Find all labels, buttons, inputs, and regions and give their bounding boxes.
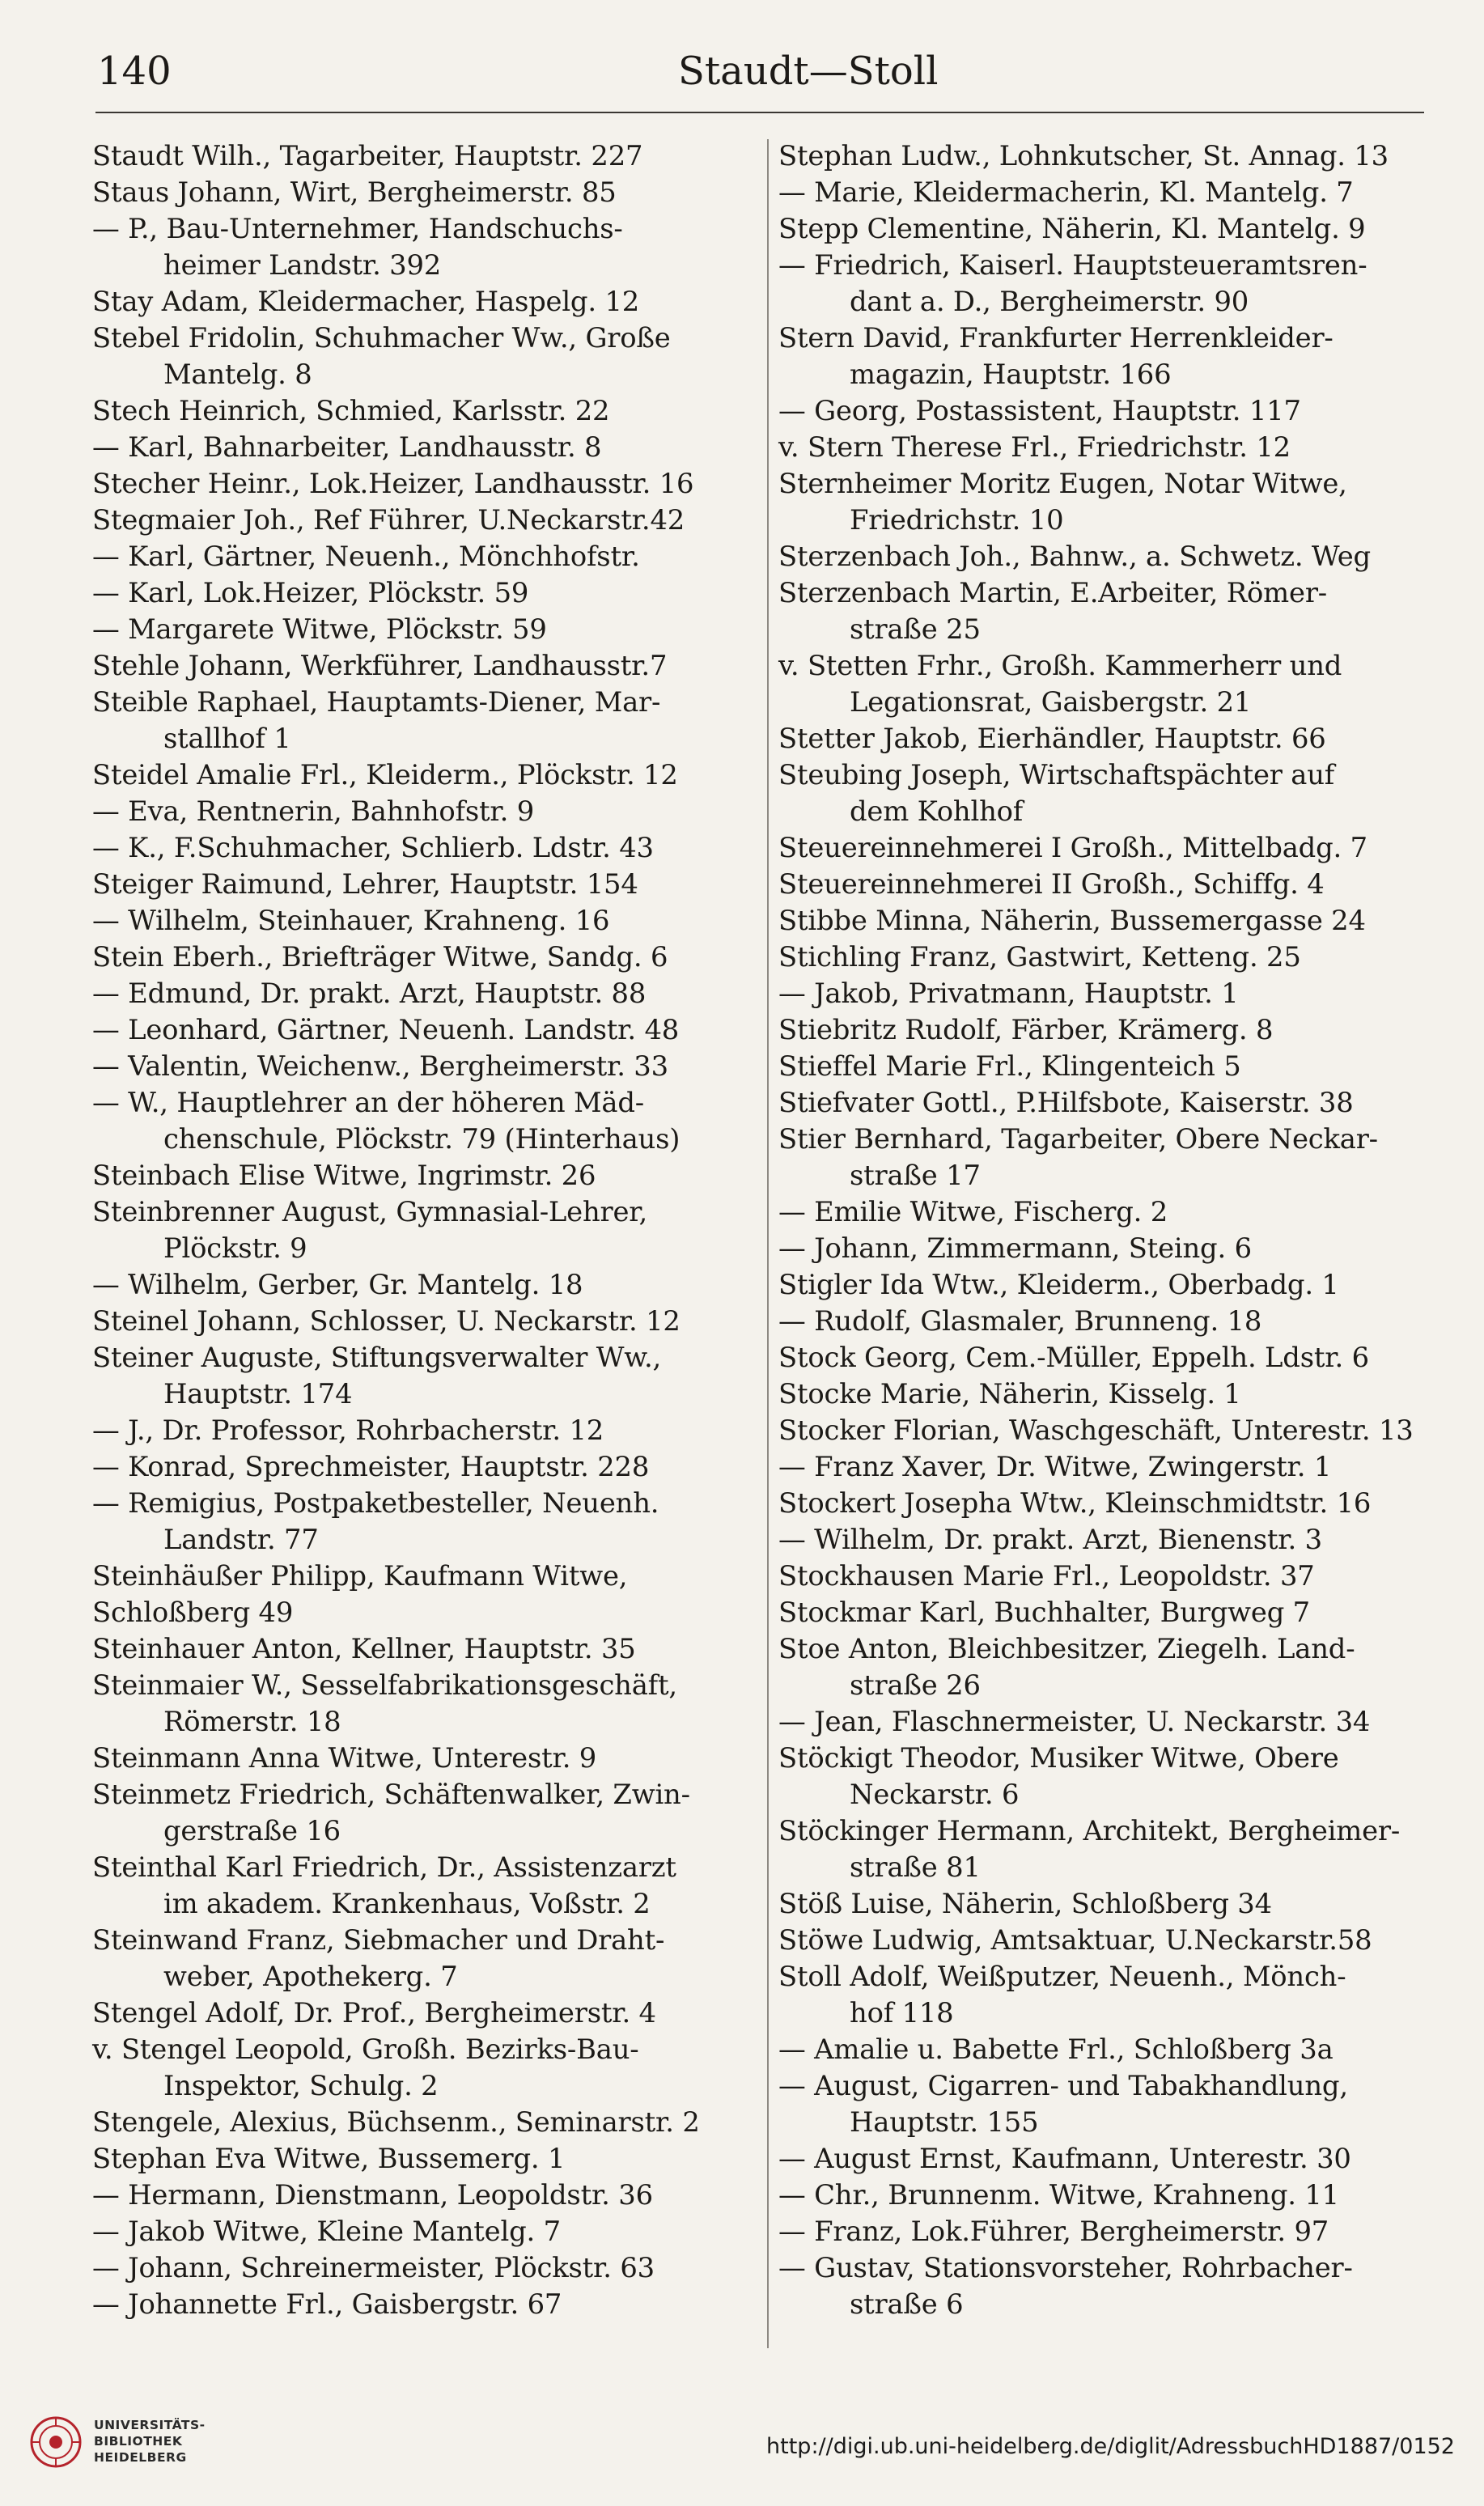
directory-entry-line: Stengel Adolf, Dr. Prof., Bergheimerstr. 4 <box>92 1997 656 2029</box>
directory-entry-line: Stocker Florian, Waschgeschäft, Unterestr. 13 <box>778 1414 1414 1446</box>
directory-entry-line: — J., Dr. Professor, Rohrbacherstr. 12 <box>92 1414 604 1446</box>
directory-entry-line: Landstr. 77 <box>163 1524 319 1555</box>
directory-entry-line: Stier Bernhard, Tagarbeiter, Obere Neckar- <box>778 1123 1378 1155</box>
directory-entry-line: — Valentin, Weichenw., Bergheimerstr. 33 <box>92 1050 668 1082</box>
library-name-line: HEIDELBERG <box>94 2450 187 2465</box>
directory-entry-line: — Margarete Witwe, Plöckstr. 59 <box>92 613 547 645</box>
directory-entry-line: Stetter Jakob, Eierhändler, Hauptstr. 66 <box>778 723 1326 754</box>
directory-entry-line: straße 17 <box>850 1160 981 1191</box>
directory-entry-line: v. Stetten Frhr., Großh. Kammerherr und <box>778 650 1342 681</box>
directory-entry-line: Stepp Clementine, Näherin, Kl. Mantelg. 9 <box>778 213 1366 244</box>
directory-entry-line: Stech Heinrich, Schmied, Karlsstr. 22 <box>92 395 610 426</box>
directory-entry-line: Steubing Joseph, Wirtschaftspächter auf <box>778 759 1335 791</box>
library-name-line: UNIVERSITÄTS- <box>94 2418 206 2432</box>
directory-entry-line: — August Ernst, Kaufmann, Unterestr. 30 <box>778 2143 1351 2174</box>
source-url-link[interactable]: http://digi.ub.uni-heidelberg.de/diglit/AdressbuchHD1887/0152 <box>766 2434 1455 2459</box>
directory-entry-line: — W., Hauptlehrer an der höheren Mäd- <box>92 1087 644 1118</box>
directory-entry-line: — Jean, Flaschnermeister, U. Neckarstr. 34 <box>778 1706 1371 1737</box>
directory-entry-line: Stieffel Marie Frl., Klingenteich 5 <box>778 1050 1241 1082</box>
directory-entry-line: gerstraße 16 <box>163 1815 341 1847</box>
directory-entry-line: Stiefvater Gottl., P.Hilfsbote, Kaiserstr. 38 <box>778 1087 1354 1118</box>
directory-entry-line: chenschule, Plöckstr. 79 (Hinterhaus) <box>163 1123 681 1155</box>
directory-entry-line: v. Stengel Leopold, Großh. Bezirks-Bau- <box>92 2033 639 2065</box>
directory-entry-line: — Chr., Brunnenm. Witwe, Krahneng. 11 <box>778 2179 1339 2211</box>
directory-entry-line: Steinwand Franz, Siebmacher und Draht- <box>92 1924 665 1956</box>
directory-entry-line: Stigler Ida Wtw., Kleiderm., Oberbadg. 1 <box>778 1269 1339 1300</box>
directory-entry-line: — Johannette Frl., Gaisbergstr. 67 <box>92 2288 562 2320</box>
directory-entry-line: — Wilhelm, Gerber, Gr. Mantelg. 18 <box>92 1269 583 1300</box>
directory-entry-line: Stöwe Ludwig, Amtsaktuar, U.Neckarstr.58 <box>778 1924 1372 1956</box>
directory-entry-line: — Rudolf, Glasmaler, Brunneng. 18 <box>778 1305 1262 1337</box>
library-name-line: BIBLIOTHEK <box>94 2434 183 2449</box>
directory-entry-line: Stiebritz Rudolf, Färber, Krämerg. 8 <box>778 1014 1274 1045</box>
directory-entry-line: Steinmaier W., Sesselfabrikationsgeschäft, <box>92 1669 677 1701</box>
directory-entry-line: Stehle Johann, Werkführer, Landhausstr.7 <box>92 650 668 681</box>
directory-entry-line: Stocke Marie, Näherin, Kisselg. 1 <box>778 1378 1241 1410</box>
directory-entry-line: stallhof 1 <box>163 723 291 754</box>
directory-entry-line: Hauptstr. 174 <box>163 1378 353 1410</box>
directory-entry-line: Steidel Amalie Frl., Kleiderm., Plöckstr. 12 <box>92 759 678 791</box>
directory-entry-line: straße 25 <box>850 613 981 645</box>
directory-entry-line: — Marie, Kleidermacherin, Kl. Mantelg. 7 <box>778 176 1354 208</box>
directory-entry-line: Römerstr. 18 <box>163 1706 341 1737</box>
directory-entry-line: — Karl, Bahnarbeiter, Landhausstr. 8 <box>92 431 602 463</box>
directory-entry-line: Sterzenbach Martin, E.Arbeiter, Römer- <box>778 577 1327 608</box>
directory-entry-line: — Jakob Witwe, Kleine Mantelg. 7 <box>92 2216 561 2247</box>
directory-entry-line: — Eva, Rentnerin, Bahnhofstr. 9 <box>92 795 535 827</box>
directory-entry-line: Stengele, Alexius, Büchsenm., Seminarstr. 2 <box>92 2106 700 2138</box>
directory-entry-line: magazin, Hauptstr. 166 <box>850 358 1172 390</box>
directory-entry-line: Stay Adam, Kleidermacher, Haspelg. 12 <box>92 286 640 317</box>
directory-entry-line: Steinhäußer Philipp, Kaufmann Witwe, <box>92 1560 628 1592</box>
directory-entry-line: Schloßberg 49 <box>92 1596 294 1628</box>
directory-entry-line: Stock Georg, Cem.-Müller, Eppelh. Ldstr. 6 <box>778 1342 1369 1373</box>
directory-entry-line: Steinmann Anna Witwe, Unterestr. 9 <box>92 1742 597 1774</box>
directory-entry-line: — Johann, Schreinermeister, Plöckstr. 63 <box>92 2252 655 2283</box>
directory-entry-line: hof 118 <box>850 1997 954 2029</box>
directory-entry-line: — Karl, Lok.Heizer, Plöckstr. 59 <box>92 577 529 608</box>
column-divider <box>767 139 769 2348</box>
directory-entry-line: heimer Landstr. 392 <box>163 249 442 281</box>
directory-entry-line: dant a. D., Bergheimerstr. 90 <box>850 286 1249 317</box>
directory-entry-line: Inspektor, Schulg. 2 <box>163 2070 439 2101</box>
directory-entry-line: — Georg, Postassistent, Hauptstr. 117 <box>778 395 1301 426</box>
directory-entry-line: — Franz Xaver, Dr. Witwe, Zwingerstr. 1 <box>778 1451 1332 1482</box>
directory-entry-line: Plöckstr. 9 <box>163 1232 307 1264</box>
directory-entry-line: — Jakob, Privatmann, Hauptstr. 1 <box>778 977 1239 1009</box>
directory-entry-line: Steinthal Karl Friedrich, Dr., Assistenzarzt <box>92 1851 676 1883</box>
directory-entry-line: Stockert Josepha Wtw., Kleinschmidtstr. 16 <box>778 1487 1372 1519</box>
directory-entry-line: Mantelg. 8 <box>163 358 312 390</box>
directory-entry-line: Stephan Ludw., Lohnkutscher, St. Annag. 13 <box>778 140 1389 172</box>
directory-entry-line: straße 6 <box>850 2288 964 2320</box>
directory-entry-line: Staus Johann, Wirt, Bergheimerstr. 85 <box>92 176 617 208</box>
directory-entry-line: — P., Bau-Unternehmer, Handschuchs- <box>92 213 623 244</box>
directory-entry-line: Steuereinnehmerei II Großh., Schiffg. 4 <box>778 868 1325 900</box>
directory-entry-line: Stecher Heinr., Lok.Heizer, Landhausstr. 16 <box>92 468 694 499</box>
directory-entry-line: Stichling Franz, Gastwirt, Ketteng. 25 <box>778 941 1301 973</box>
directory-entry-line: — Amalie u. Babette Frl., Schloßberg 3a <box>778 2033 1333 2065</box>
directory-entry-line: — Remigius, Postpaketbesteller, Neuenh. <box>92 1487 659 1519</box>
directory-entry-line: Stöckigt Theodor, Musiker Witwe, Obere <box>778 1742 1339 1774</box>
directory-entry-line: Stebel Fridolin, Schuhmacher Ww., Große <box>92 322 671 354</box>
directory-entry-line: — Karl, Gärtner, Neuenh., Mönchhofstr. <box>92 541 640 572</box>
directory-entry-line: — Wilhelm, Dr. prakt. Arzt, Bienenstr. 3 <box>778 1524 1322 1555</box>
directory-entry-line: Stein Eberh., Briefträger Witwe, Sandg. 6 <box>92 941 668 973</box>
directory-entry-line: Legationsrat, Gaisbergstr. 21 <box>850 686 1252 718</box>
directory-entry-line: — Konrad, Sprechmeister, Hauptstr. 228 <box>92 1451 650 1482</box>
directory-entry-line: Neckarstr. 6 <box>850 1779 1020 1810</box>
right-column <box>778 138 1414 2322</box>
directory-entry-line: Steinel Johann, Schlosser, U. Neckarstr. 12 <box>92 1305 681 1337</box>
directory-entry-line: — August, Cigarren- und Tabakhandlung, <box>778 2070 1348 2101</box>
directory-entry-line: Stern David, Frankfurter Herrenkleider- <box>778 322 1333 354</box>
directory-entry-line: Stöß Luise, Näherin, Schloßberg 34 <box>778 1888 1272 1919</box>
directory-entry-line: Stegmaier Joh., Ref Führer, U.Neckarstr.42 <box>92 504 685 536</box>
library-seal-icon <box>29 2415 83 2469</box>
library-name <box>94 2417 206 2466</box>
directory-entry-line: weber, Apothekerg. 7 <box>163 1961 458 1992</box>
directory-entry-line: — Hermann, Dienstmann, Leopoldstr. 36 <box>92 2179 653 2211</box>
directory-entry-line: — Johann, Zimmermann, Steing. 6 <box>778 1232 1252 1264</box>
directory-entry-line: — K., F.Schuhmacher, Schlierb. Ldstr. 43 <box>92 832 654 863</box>
directory-entry-line: Stockmar Karl, Buchhalter, Burgweg 7 <box>778 1596 1310 1628</box>
directory-entry-line: Hauptstr. 155 <box>850 2106 1039 2138</box>
directory-entry-line: dem Kohlhof <box>850 795 1024 827</box>
directory-entry-line: — Edmund, Dr. prakt. Arzt, Hauptstr. 88 <box>92 977 647 1009</box>
directory-entry-line: Steinmetz Friedrich, Schäftenwalker, Zwin- <box>92 1779 690 1810</box>
directory-entry-line: Friedrichstr. 10 <box>850 504 1064 536</box>
directory-entry-line: Sterzenbach Joh., Bahnw., a. Schwetz. Weg <box>778 541 1371 572</box>
directory-entry-line: — Gustav, Stationsvorsteher, Rohrbacher- <box>778 2252 1353 2283</box>
library-logo <box>29 2407 272 2480</box>
directory-entry-line: Stockhausen Marie Frl., Leopoldstr. 37 <box>778 1560 1315 1592</box>
directory-entry-line: Stoe Anton, Bleichbesitzer, Ziegelh. Land- <box>778 1633 1355 1664</box>
directory-entry-line: Steinbrenner August, Gymnasial-Lehrer, <box>92 1196 648 1228</box>
directory-entry-line: Sternheimer Moritz Eugen, Notar Witwe, <box>778 468 1347 499</box>
directory-entry-line: im akadem. Krankenhaus, Voßstr. 2 <box>163 1888 651 1919</box>
directory-entry-line: Steuereinnehmerei I Großh., Mittelbadg. 7 <box>778 832 1367 863</box>
header-rule <box>95 112 1424 113</box>
directory-entry-line: Stibbe Minna, Näherin, Bussemergasse 24 <box>778 905 1366 936</box>
directory-entry-line: Staudt Wilh., Tagarbeiter, Hauptstr. 227 <box>92 140 643 172</box>
left-column <box>92 138 715 2322</box>
directory-entry-line: Stöckinger Hermann, Architekt, Bergheimer- <box>778 1815 1401 1847</box>
directory-entry-line: — Emilie Witwe, Fischerg. 2 <box>778 1196 1168 1228</box>
directory-entry-line: Steinhauer Anton, Kellner, Hauptstr. 35 <box>92 1633 636 1664</box>
directory-entry-line: — Franz, Lok.Führer, Bergheimerstr. 97 <box>778 2216 1329 2247</box>
page-number: 140 <box>97 49 172 94</box>
directory-entry-line: straße 26 <box>850 1669 981 1701</box>
directory-entry-line: Steible Raphael, Hauptamts-Diener, Mar- <box>92 686 661 718</box>
directory-entry-line: — Wilhelm, Steinhauer, Krahneng. 16 <box>92 905 610 936</box>
directory-entry-line: — Friedrich, Kaiserl. Hauptsteueramtsren- <box>778 249 1367 281</box>
directory-entry-line: v. Stern Therese Frl., Friedrichstr. 12 <box>778 431 1291 463</box>
directory-entry-line: Steinbach Elise Witwe, Ingrimstr. 26 <box>92 1160 596 1191</box>
directory-entry-line: straße 81 <box>850 1851 981 1883</box>
directory-entry-line: — Leonhard, Gärtner, Neuenh. Landstr. 48 <box>92 1014 680 1045</box>
running-head: Staudt—Stoll <box>678 49 939 94</box>
directory-entry-line: Stoll Adolf, Weißputzer, Neuenh., Mönch- <box>778 1961 1346 1992</box>
directory-entry-line: Stephan Eva Witwe, Bussemerg. 1 <box>92 2143 566 2174</box>
directory-entry-line: Steiger Raimund, Lehrer, Hauptstr. 154 <box>92 868 638 900</box>
directory-entry-line: Steiner Auguste, Stiftungsverwalter Ww., <box>92 1342 662 1373</box>
